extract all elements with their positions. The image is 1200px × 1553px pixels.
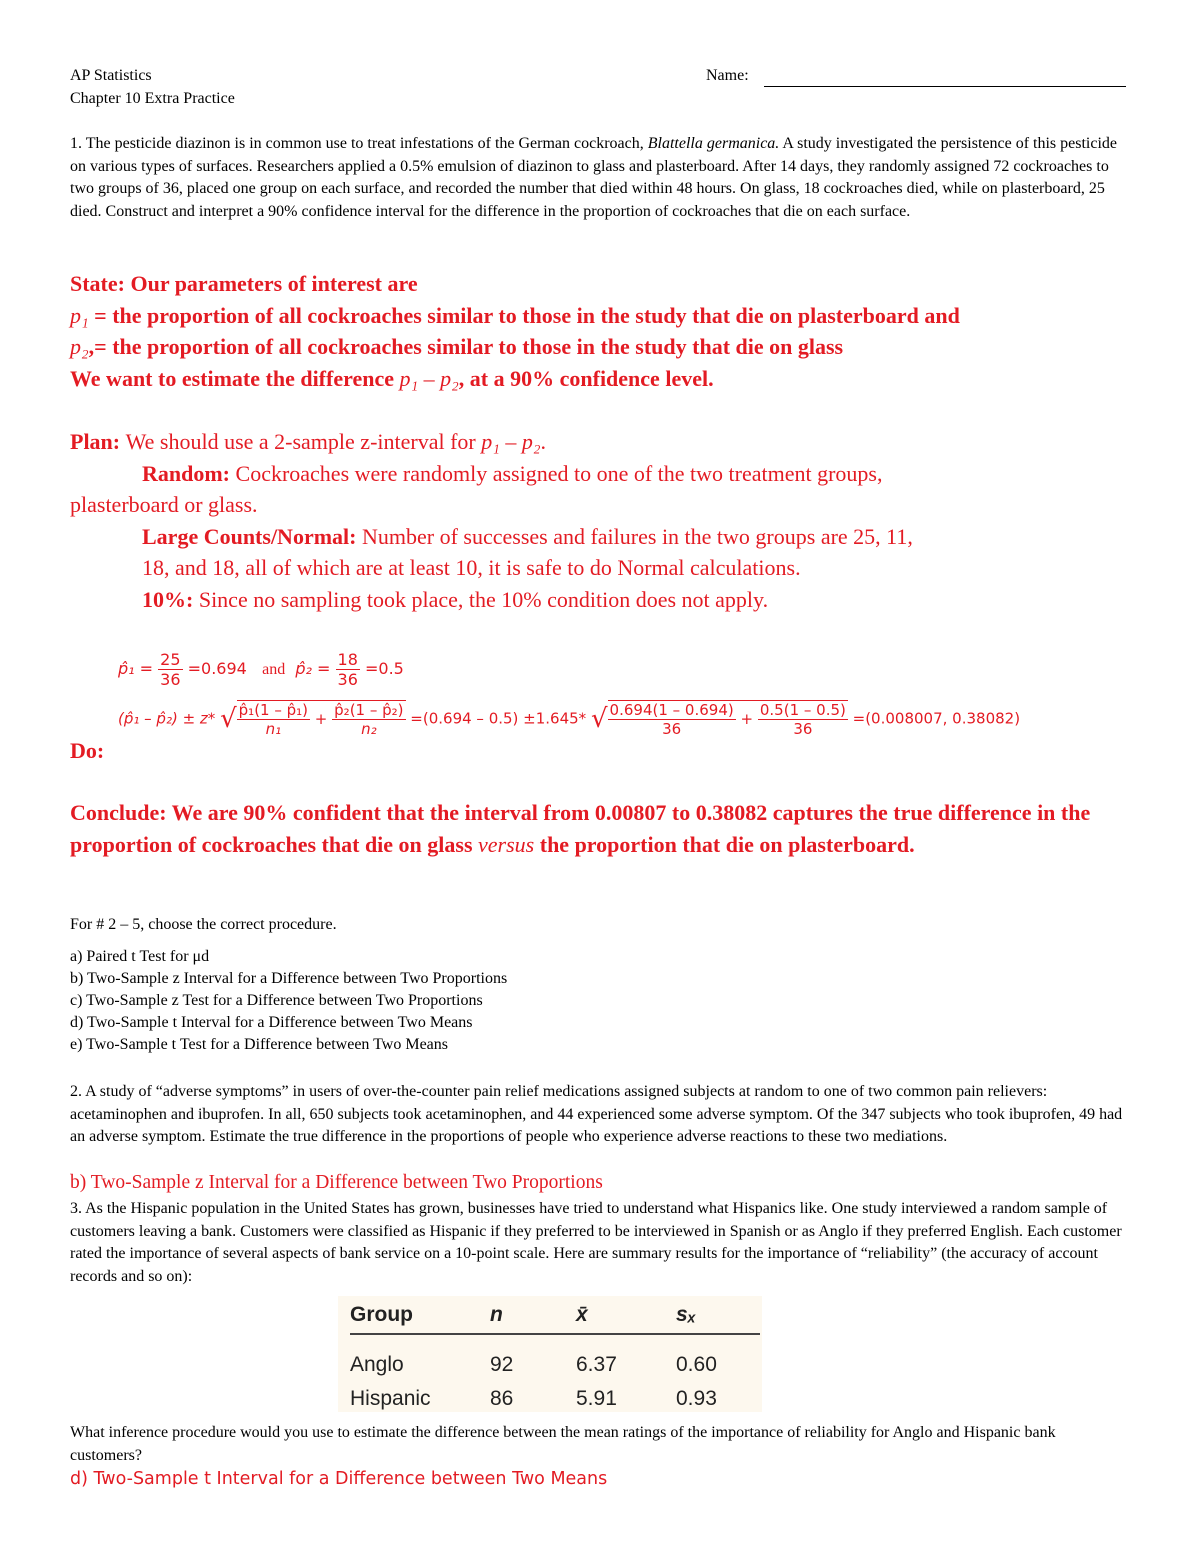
summary-table xyxy=(350,1296,760,1416)
conclude-section: Conclude: We are 90% confident that the interval from 0.00807 to 0.38082 captures the true difference in the proportion of cockroaches that die on glass versus the proportion that die on plasterboard. xyxy=(70,800,1091,857)
confidence-interval-formula: (p̂₁ – p̂₂) ± z* √ $\frac{\text{p̂₁(1 – p̂₁)}}{\text{n₁}}$ + $\frac{\text{p̂₂(1 – p̂₂)}}{\text{n₂}}$ =(0.694 – 0.5) ±1.645* √ $\frac{0.694(1 - 0.694)}{36}$ + $\frac{0.5(1 - 0.5)}{36}$ =(0.008007, 0.38082) xyxy=(118,701,1021,738)
table-header-group: Group xyxy=(350,1302,413,1326)
chapter-title: Chapter 10 Extra Practice xyxy=(70,90,235,107)
table-row: Anglo 92 6.37 0.60 xyxy=(350,1353,717,1376)
sample-proportions: p̂₁ = $\frac{25}{36}$ =0.694 and p̂₂ = $\frac{18}{36}$ =0.5 xyxy=(118,650,404,689)
table-header-n: n xyxy=(490,1302,503,1326)
option-b: b) Two-Sample z Interval for a Difference between Two Proportions xyxy=(70,970,508,987)
question-2: 2. A study of “adverse symptoms” in users of over-the-counter pain relief medications assigned subjects at random to one of two common pain relievers: acetaminophen and ibuprofen. In all, 650 subjects took acetaminophen, and 44 experienced some adverse symptom. Of the 347 subjects who took ibuprofen, 49 had an adverse symptom. Estimate the true difference in the proportions of people who experience adverse reactions to these two mediations. xyxy=(70,1083,1123,1145)
option-c: c) Two-Sample z Test for a Difference between Two Proportions xyxy=(70,992,483,1009)
question-3: 3. As the Hispanic population in the United States has grown, businesses have tried to understand what Hispanics like. One study interviewed a random sample of customers leaving a bank. Customers were classified as Hispanic if they preferred to be interviewed in Spanish or as Anglo if they preferred English. Each customer rated the importance of several aspects of bank service on a 10-point scale. Here are summary results for the importance of “reliability” (the accuracy of account records and so on): xyxy=(70,1200,1122,1285)
question-2-answer: b) Two-Sample z Interval for a Difference between Two Proportions xyxy=(70,1172,603,1193)
option-e: e) Two-Sample t Test for a Difference between Two Means xyxy=(70,1036,448,1053)
question-1: 1. The pesticide diazinon is in common use to treat infestations of the German cockroach, Blattella germanica. A study investigated the persistence of this pesticide on various types of surfaces. Researchers applied a 0.5% emulsion of diazinon to glass and plasterboard. After 14 days, they randomly assigned 72 cockroaches to two groups of 36, placed one group on each surface, and recorded the number that died within 48 hours. On glass, 18 cockroaches died, while on plasterboard, 25 died. Construct and interpret a 90% confidence interval for the difference in the proportion of cockroaches that die on each surface. xyxy=(70,135,1118,220)
procedures-intro: For # 2 – 5, choose the correct procedure. xyxy=(70,916,337,933)
table-header-sd: sₓ xyxy=(676,1302,696,1326)
table-row: Hispanic 86 5.91 0.93 xyxy=(350,1387,717,1410)
option-d: d) Two-Sample t Interval for a Difference between Two Means xyxy=(70,1014,473,1031)
procedure-options xyxy=(70,946,870,1056)
question-3-prompt: What inference procedure would you use to estimate the difference between the mean ratings of the importance of reliability for Anglo and Hispanic bank customers? xyxy=(70,1424,1056,1464)
course-title: AP Statistics xyxy=(70,67,152,84)
name-field[interactable] xyxy=(764,86,1126,87)
species-name: Blattella germanica. xyxy=(647,135,780,152)
state-section: State: Our parameters of interest are p₁ = the proportion of all cockroaches similar to those in the study that die on plasterboard and p₂,= the proportion of all cockroaches similar to those in the study that die on glass We want to estimate the difference p₁ – p₂, at a 90% confidence level. xyxy=(70,271,960,391)
summary-table-wrapper xyxy=(338,1296,762,1412)
option-a: a) Paired t Test for μd xyxy=(70,948,210,965)
plan-section: Plan: We should use a 2-sample z-interval for p₁ – p₂. Random: Cockroaches were randomly assigned to one of the two treatment groups, plasterboard or glass. Large Counts/Normal: Number of successes and failures in the two groups are 25, 11, 18, and 18, all of which are at least 10, it is safe to do Normal calculations. 10%: Since no sampling took place, the 10% condition does not apply. xyxy=(70,429,913,612)
question-3-answer: d) Two-Sample t Interval for a Difference between Two Means xyxy=(70,1469,608,1489)
table-header-mean: x̄ xyxy=(576,1302,588,1326)
do-label: Do: xyxy=(70,738,105,763)
name-label: Name: xyxy=(706,67,749,84)
table-header-row xyxy=(350,1296,760,1334)
